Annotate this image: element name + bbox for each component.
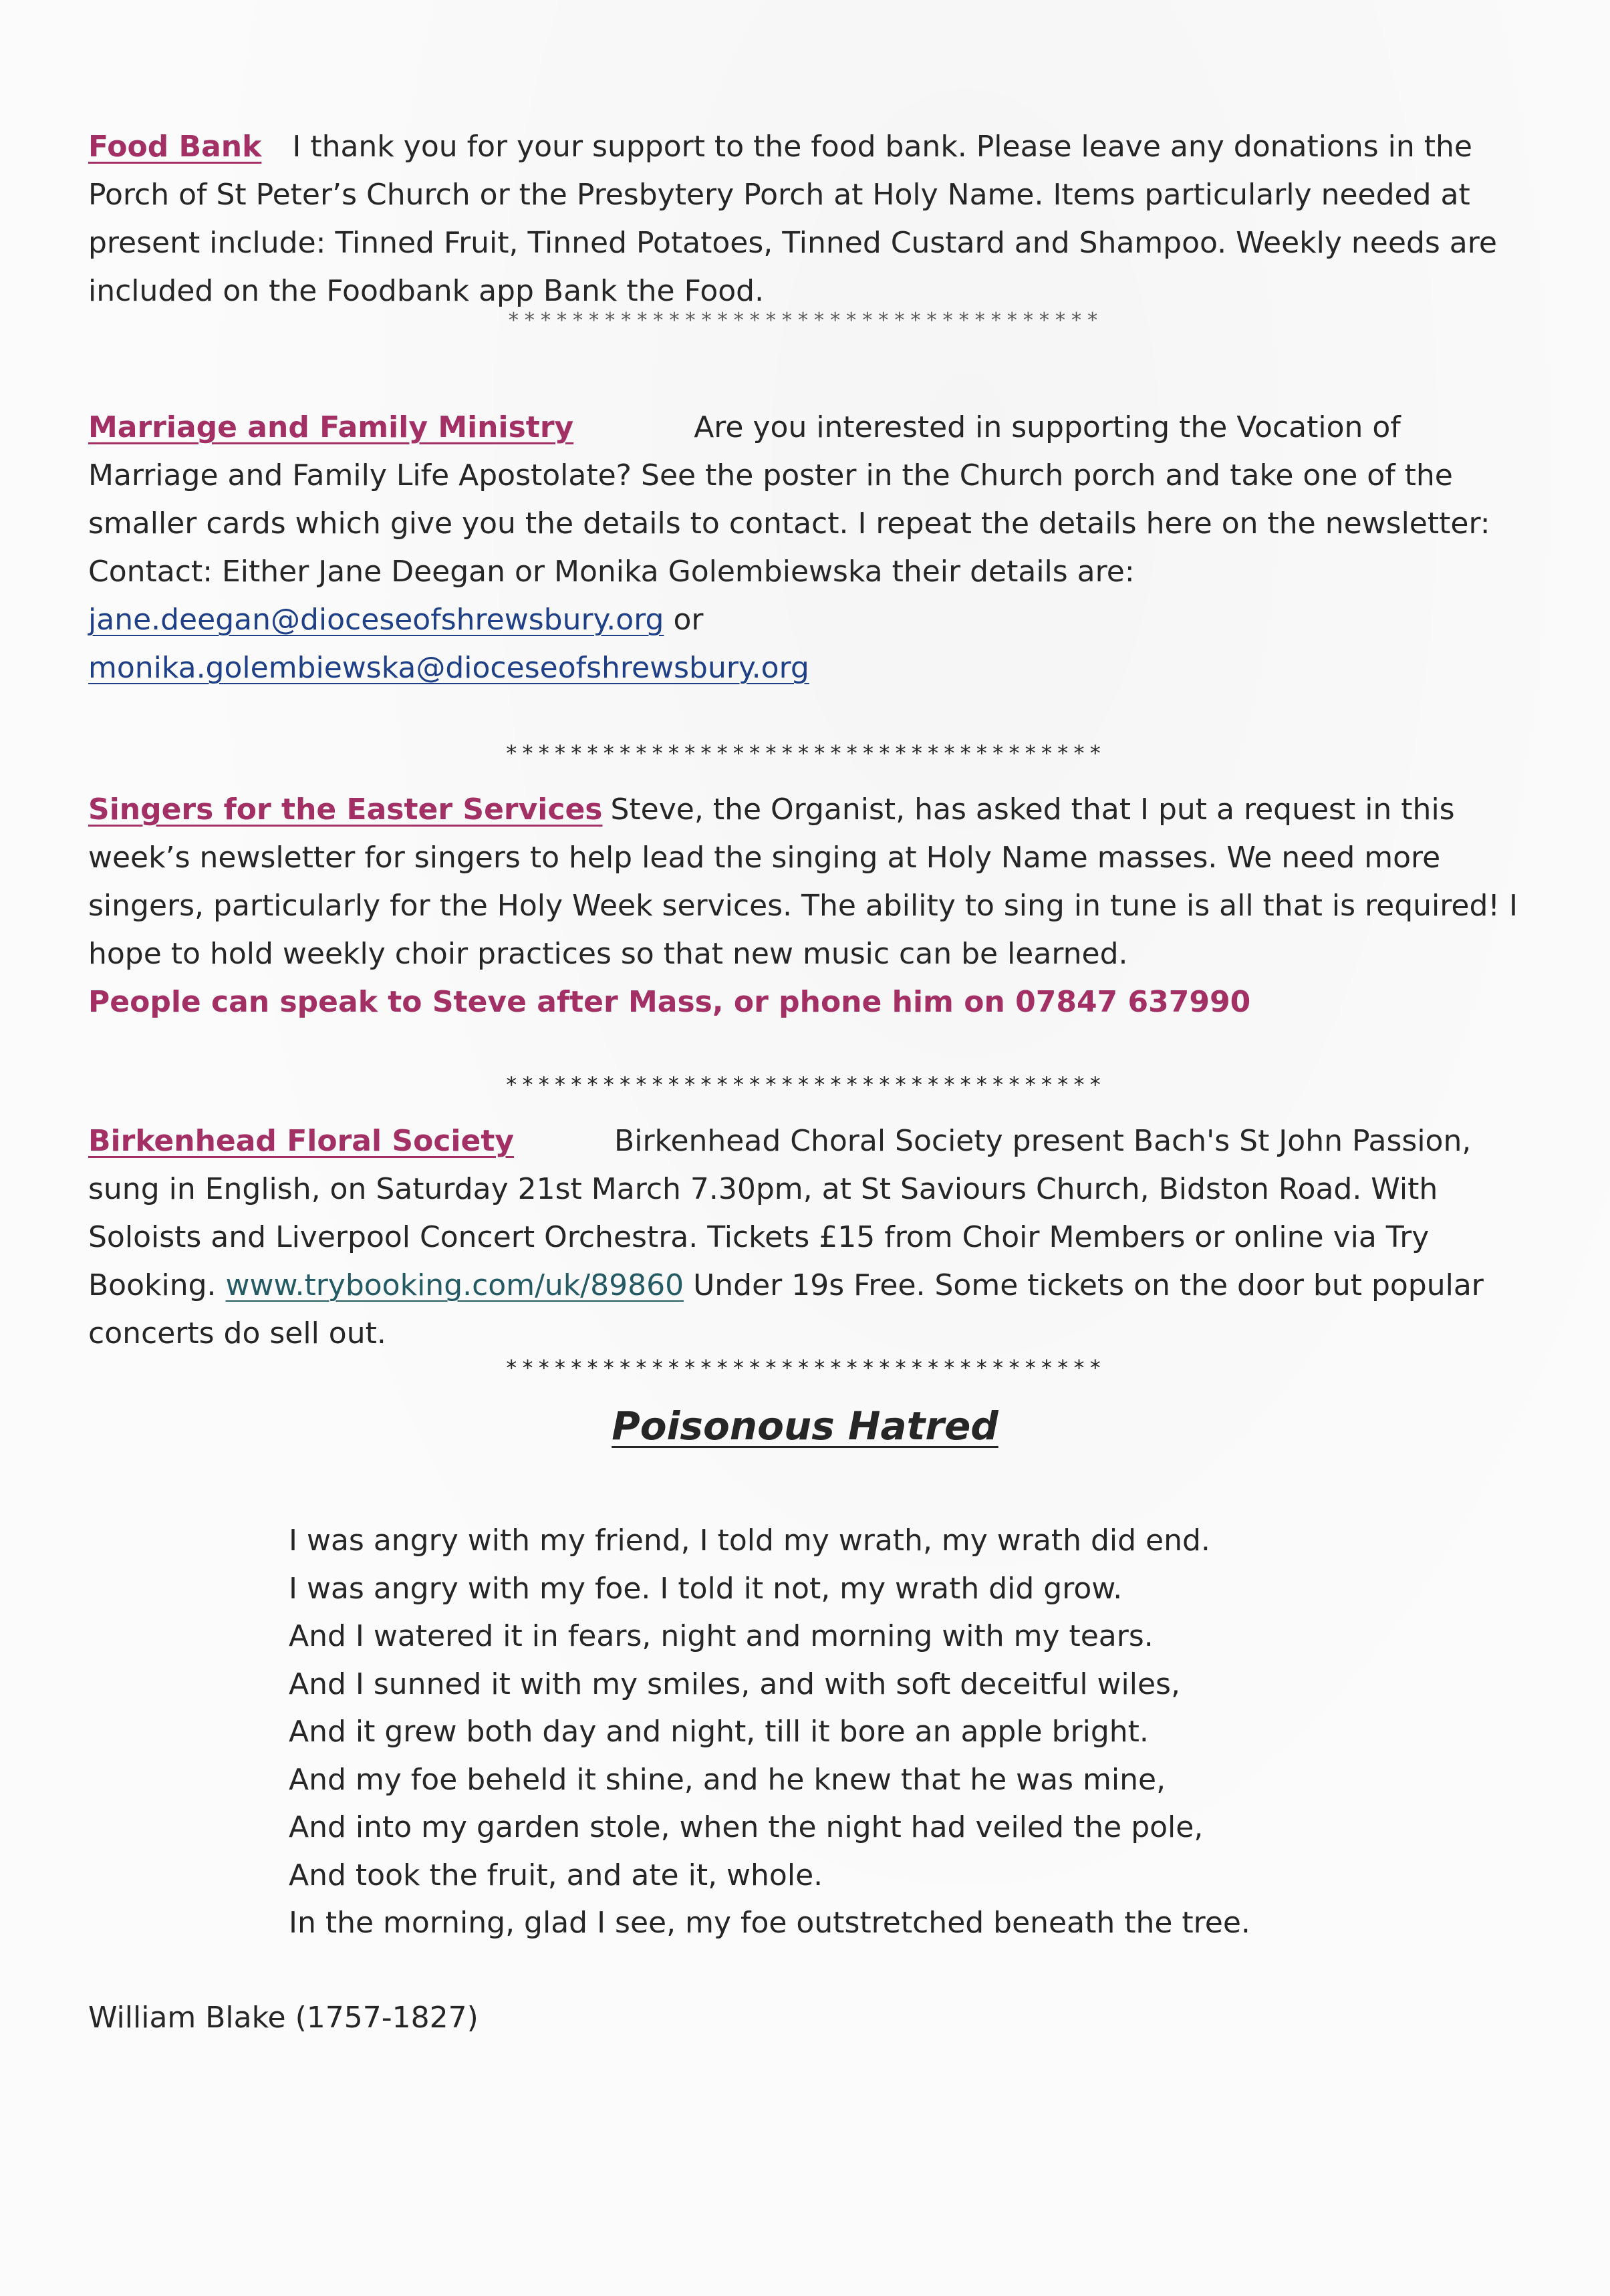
divider: ************************************* <box>505 1072 1105 1097</box>
birkenhead-paragraph <box>88 1117 1532 1358</box>
birkenhead-heading: Birkenhead Floral Society <box>88 1124 515 1158</box>
marriage-section <box>88 404 1532 692</box>
marriage-paragraph <box>88 404 1532 596</box>
divider: ************************************* <box>507 309 1103 332</box>
email-link-monika[interactable]: monika.golembiewska@dioceseofshrewsbury.org <box>88 651 809 685</box>
poem-body <box>289 1517 1559 1947</box>
poem-line: And I watered it in fears, night and morning with my tears. <box>289 1619 1154 1653</box>
food-bank-paragraph <box>88 123 1532 315</box>
poem-line: I was angry with my foe. I told it not, my wrath did grow. <box>289 1571 1123 1606</box>
poem-line: And took the fruit, and ate it, whole. <box>289 1858 823 1892</box>
divider: ************************************* <box>505 740 1105 766</box>
poem-line: And my foe beheld it shine, and he knew that he was mine, <box>289 1762 1166 1797</box>
singers-paragraph <box>88 786 1532 978</box>
poem-line: And it grew both day and night, till it bore an apple bright. <box>289 1715 1149 1749</box>
poem-author: William Blake (1757-1827) <box>88 2001 479 2035</box>
marriage-heading: Marriage and Family Ministry <box>88 410 574 444</box>
poem-line: In the morning, glad I see, my foe outstretched beneath the tree. <box>289 1906 1250 1940</box>
marriage-email-line-2 <box>88 644 1532 692</box>
singers-heading: Singers for the Easter Services <box>88 793 603 827</box>
food-bank-heading: Food Bank <box>88 130 262 164</box>
poem-line: And I sunned it with my smiles, and with soft deceitful wiles, <box>289 1667 1180 1701</box>
poem-title: Poisonous Hatred <box>612 1403 998 1449</box>
singers-section <box>88 786 1532 1026</box>
birkenhead-section <box>88 1117 1532 1358</box>
marriage-text: Are you interested in supporting the Vocation of Marriage and Family Life Apostolate? See the poster in the Church porch and take one of the smaller cards which give you the details to contact. I repeat the details here on the newsletter: Contact: Either Jane Deegan or Monika Golembiewska their details are: <box>88 410 1490 589</box>
food-bank-text: I thank you for your support to the food bank. Please leave any donations in the Porch of St Peter’s Church or the Presbytery Porch at Holy Name. Items particularly needed at present include: Tinned Fruit, Tinned Potatoes, Tinned Custard and Shampoo. Weekly needs are included on the Foodbank app Bank the Food. <box>88 130 1497 308</box>
singers-text: Steve, the Organist, has asked that I put a request in this week’s newsletter for singers to help lead the singing at Holy Name masses. We need more singers, particularly for the Holy Week services. The ability to sing in tune is all that is required! I hope to hold weekly choir practices so that new music can be learned. <box>88 793 1518 971</box>
poem-line: And into my garden stole, when the night had veiled the pole, <box>289 1810 1204 1844</box>
birkenhead-after-link: Under 19s Free. Some tickets on the door but popular concerts do sell out. <box>88 1268 1484 1350</box>
singers-contact: People can speak to Steve after Mass, or phone him on 07847 637990 <box>88 985 1251 1019</box>
trybooking-link[interactable]: www.trybooking.com/uk/89860 <box>225 1268 684 1302</box>
divider: ************************************* <box>505 1355 1105 1381</box>
marriage-email-line <box>88 596 1532 644</box>
or-text: or <box>673 603 704 637</box>
food-bank-section <box>88 123 1532 315</box>
email-link-jane[interactable]: jane.deegan@dioceseofshrewsbury.org <box>88 603 664 637</box>
birkenhead-text: Birkenhead Choral Society present Bach's St John Passion, sung in English, on Saturday 21st March 7.30pm, at St Saviours Church, Bidston Road. With Soloists and Liverpool Concert Orchestra. Tickets £15 from Choir Members or online via Try Booking. <box>88 1124 1472 1302</box>
poem-line: I was angry with my friend, I told my wrath, my wrath did end. <box>289 1524 1210 1558</box>
